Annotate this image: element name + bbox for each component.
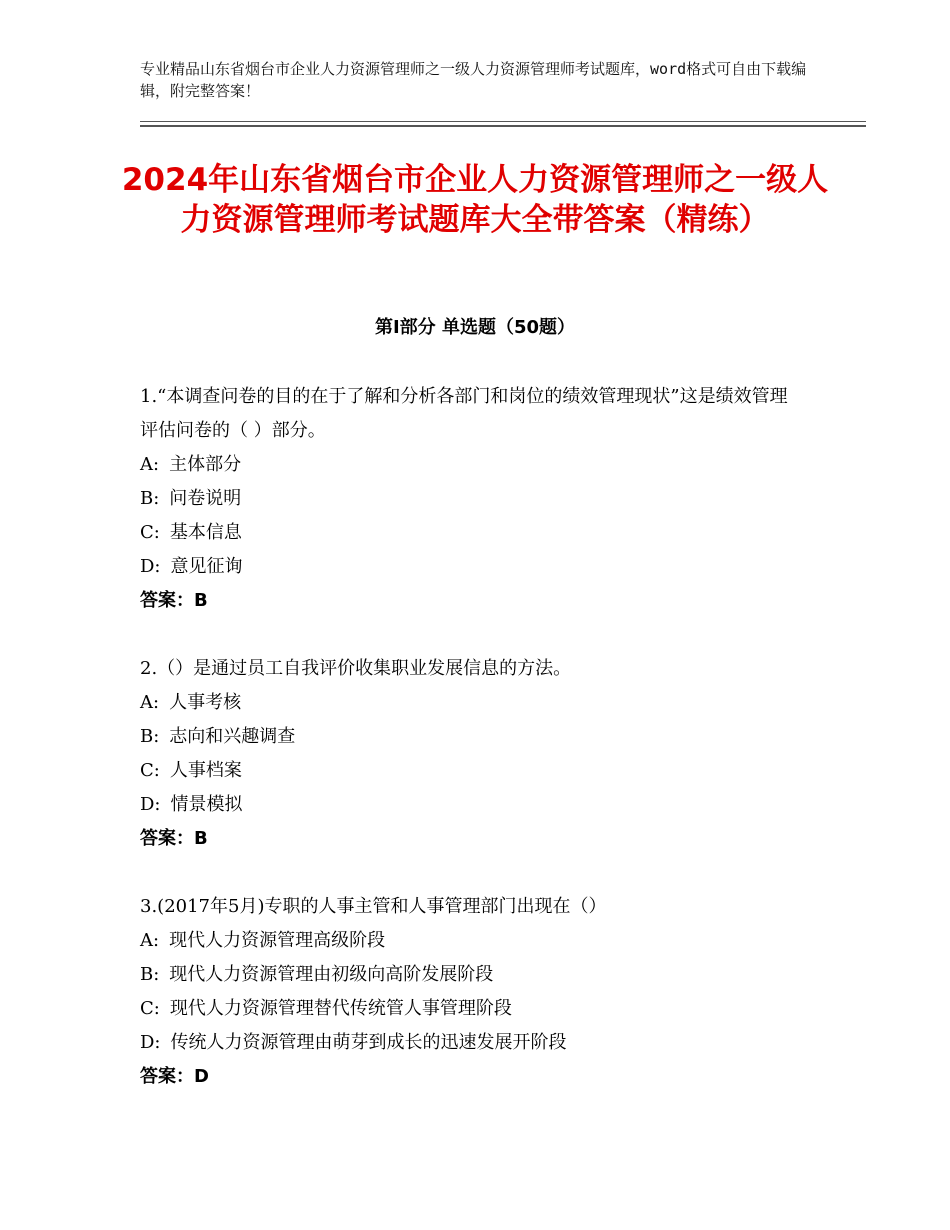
- answer: 答案：B: [140, 590, 208, 611]
- option-text: 传统人力资源管理由萌芽到成长的迅速发展开阶段: [170, 1032, 567, 1053]
- option-c: [140, 516, 800, 550]
- option-text: 主体部分: [169, 454, 242, 475]
- option-d: [140, 550, 800, 584]
- option-letter: D:: [140, 556, 161, 577]
- option-letter: C:: [140, 998, 160, 1019]
- option-c: [140, 992, 800, 1026]
- header-note: 专业精品山东省烟台市企业人力资源管理师之一级人力资源管理师考试题库，word格式可自由下载编辑，附完整答案！: [140, 60, 807, 100]
- option-letter: A:: [140, 930, 160, 951]
- option-letter: B:: [140, 964, 160, 985]
- option-text: 情景模拟: [170, 794, 243, 815]
- option-text: 基本信息: [169, 522, 242, 543]
- question-stem: 2.（）是通过员工自我评价收集职业发展信息的方法。: [140, 658, 572, 679]
- option-text: 志向和兴趣调查: [169, 726, 296, 747]
- question-stem: 1.“本调查问卷的目的在于了解和分析各部门和岗位的绩效管理现状”这是绩效管理评估问卷的（ ）部分。: [140, 386, 788, 441]
- option-a: [140, 448, 800, 482]
- option-text: 意见征询: [170, 556, 243, 577]
- header-divider: [140, 121, 866, 122]
- option-letter: C:: [140, 522, 160, 543]
- option-d: [140, 788, 800, 822]
- option-text: 现代人力资源管理替代传统管人事管理阶段: [169, 998, 512, 1019]
- question-1: [140, 380, 800, 618]
- option-c: [140, 754, 800, 788]
- option-b: [140, 720, 800, 754]
- question-3: [140, 890, 800, 1094]
- option-text: 现代人力资源管理高级阶段: [169, 930, 386, 951]
- option-letter: A:: [140, 692, 160, 713]
- option-letter: D:: [140, 794, 161, 815]
- option-text: 现代人力资源管理由初级向高阶发展阶段: [169, 964, 494, 985]
- answer: 答案：B: [140, 828, 208, 849]
- option-a: [140, 686, 800, 720]
- option-text: 人事档案: [169, 760, 242, 781]
- option-text: 人事考核: [169, 692, 242, 713]
- option-d: [140, 1026, 800, 1060]
- option-b: [140, 958, 800, 992]
- document-title: 2024年山东省烟台市企业人力资源管理师之一级人力资源管理师考试题库大全带答案（精练）: [121, 162, 829, 238]
- question-stem: 3.(2017年5月)专职的人事主管和人事管理部门出现在（）: [140, 896, 607, 917]
- option-text: 问卷说明: [169, 488, 242, 509]
- question-2: [140, 652, 800, 856]
- option-b: [140, 482, 800, 516]
- option-letter: A:: [140, 454, 160, 475]
- option-a: [140, 924, 800, 958]
- header-divider-thick: [140, 125, 866, 127]
- answer: 答案：D: [140, 1066, 209, 1087]
- option-letter: B:: [140, 488, 160, 509]
- option-letter: D:: [140, 1032, 161, 1053]
- option-letter: C:: [140, 760, 160, 781]
- section-heading: 第Ⅰ部分 单选题（50题）: [374, 317, 575, 338]
- option-letter: B:: [140, 726, 160, 747]
